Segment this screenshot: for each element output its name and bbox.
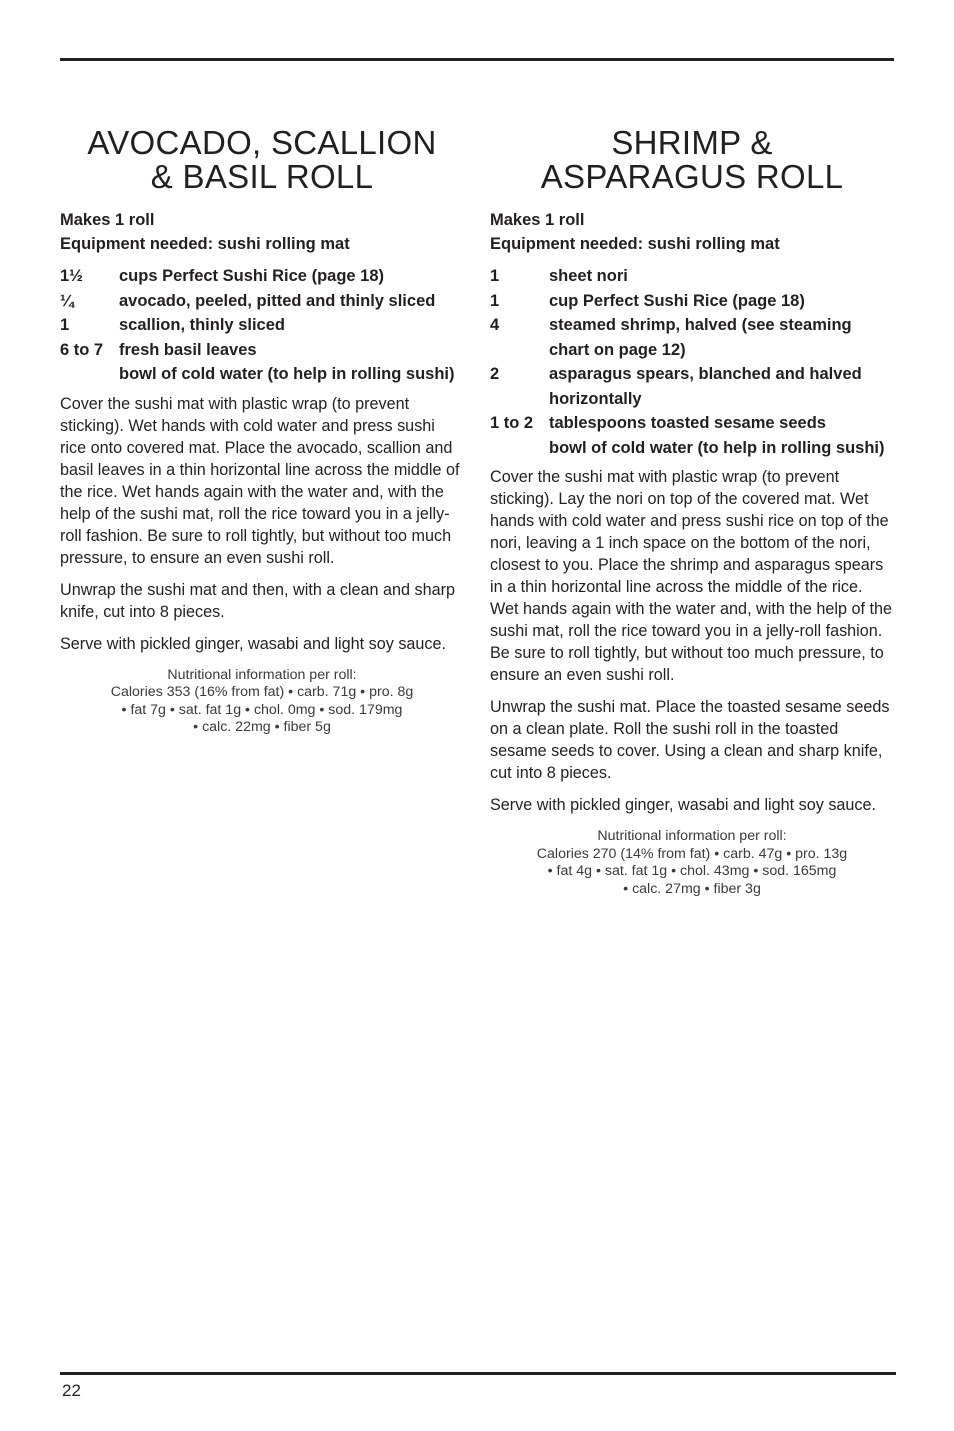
serving-suggestion: Serve with pickled ginger, wasabi and light soy sauce. [490,796,877,814]
ingredient-item [60,264,464,289]
ingredient-item [490,313,894,362]
title-line: ASPARAGUS ROLL [540,158,844,195]
ingredient-text: avocado, peeled, pitted and thinly sliced [119,291,436,310]
ingredient-text: scallion, thinly sliced [119,316,285,334]
ingredient-quantity [60,362,119,387]
ingredient-quantity: 1½ [60,267,83,285]
nutrition-line: • calc. 22mg • fiber 5g [193,719,331,735]
page-number: 22 [62,1381,81,1400]
ingredient-quantity: 4 [490,316,500,334]
nutrition-info [60,667,464,737]
ingredient-text: tablespoons toasted sesame seeds [549,414,826,432]
ingredient-quantity: 1 [490,267,500,285]
ingredient-quantity: 1 [60,316,70,334]
nutrition-heading: Nutritional information per roll: [167,666,357,683]
ingredient-text: cup Perfect Sushi Rice (page 18) [549,291,805,310]
equipment-needed: Equipment needed: sushi rolling mat [60,235,350,253]
nutrition-info [490,828,894,898]
ingredient-quantity: ¼ [60,291,74,310]
ingredient-text: bowl of cold water (to help in rolling sushi) [119,365,455,383]
ingredient-text: asparagus spears, blanched and halved horizontally [549,365,862,408]
recipe-title [60,126,464,194]
ingredient-text: cups Perfect Sushi Rice (page 18) [119,267,385,285]
recipe-title [490,126,894,194]
title-line: AVOCADO, SCALLION [87,124,437,161]
equipment-needed: Equipment needed: sushi rolling mat [490,235,780,253]
ingredient-list [490,264,894,460]
ingredient-text: steamed shrimp, halved (see steaming chart on page 12) [549,316,852,359]
ingredient-item [490,436,894,461]
ingredient-quantity: 2 [490,365,500,383]
ingredient-item [490,289,894,314]
ingredient-item [490,362,894,411]
ingredient-item [490,411,894,436]
nutrition-line: • calc. 27mg • fiber 3g [623,880,761,897]
ingredient-item [60,362,464,387]
instruction-paragraph: Cover the sushi mat with plastic wrap (to prevent sticking). Wet hands with cold water and press sushi rice onto covered mat. Place the avocado, scallion and basil leaves in a thin horizontal line across the middle of the rice. Wet hands again with the water and, with the help of the sushi mat, roll the rice toward you in a jelly-roll fashion. Be sure to roll tightly, but without too much pressure, to ensure an even sushi roll. [60,394,460,567]
instruction-paragraph: Cover the sushi mat with plastic wrap (to prevent sticking). Lay the nori on top of the covered mat. Wet hands with cold water and press sushi rice on top of the nori, leaving a 1 inch space on the bottom of the nori, closest to you. Place the shrimp and asparagus spears in a thin horizontal line across the middle of the rice. Wet hands again with the water and, with the help of the sushi mat, roll the rice toward you in a jelly-roll fashion. Be sure to roll tightly, but without too much pressure, to ensure an even sushi roll. [490,468,892,684]
ingredient-item [60,313,464,338]
ingredient-quantity: 6 to 7 [60,340,104,359]
title-line: SHRIMP & [611,124,773,161]
serving-suggestion: Serve with pickled ginger, wasabi and light soy sauce. [60,634,447,653]
ingredient-text: fresh basil leaves [119,340,257,359]
instruction-paragraph: Unwrap the sushi mat and then, with a clean and sharp knife, cut into 8 pieces. [60,580,456,621]
ingredient-quantity: 1 to 2 [490,414,534,432]
ingredient-quantity [490,436,549,461]
nutrition-line: • fat 4g • sat. fat 1g • chol. 43mg • sod. 165mg [547,863,837,879]
ingredient-quantity: 1 [490,291,500,310]
top-rule [60,58,894,61]
nutrition-heading: Nutritional information per roll: [597,828,787,844]
ingredient-item [490,264,894,289]
ingredient-item [60,338,464,363]
ingredient-text: bowl of cold water (to help in rolling sushi) [549,438,885,457]
recipe-shrimp-asparagus [490,126,894,898]
ingredient-item [60,289,464,314]
nutrition-line: Calories 353 (16% from fat) • carb. 71g • pro. 8g [110,684,414,700]
title-line: & BASIL ROLL [150,158,374,195]
bottom-rule [60,1372,896,1375]
recipe-avocado-scallion-basil [60,126,464,737]
ingredient-list [60,264,464,387]
ingredient-text: sheet nori [549,267,628,285]
instruction-paragraph: Unwrap the sushi mat. Place the toasted sesame seeds on a clean plate. Roll the sushi roll in the toasted sesame seeds to cover. Using a clean and sharp knife, cut into 8 pieces. [490,698,890,782]
makes-yield: Makes 1 roll [490,211,585,229]
makes-yield: Makes 1 roll [60,211,155,229]
nutrition-line: Calories 270 (14% from fat) • carb. 47g • pro. 13g [536,845,848,862]
nutrition-line: • fat 7g • sat. fat 1g • chol. 0mg • sod. 179mg [121,701,403,718]
